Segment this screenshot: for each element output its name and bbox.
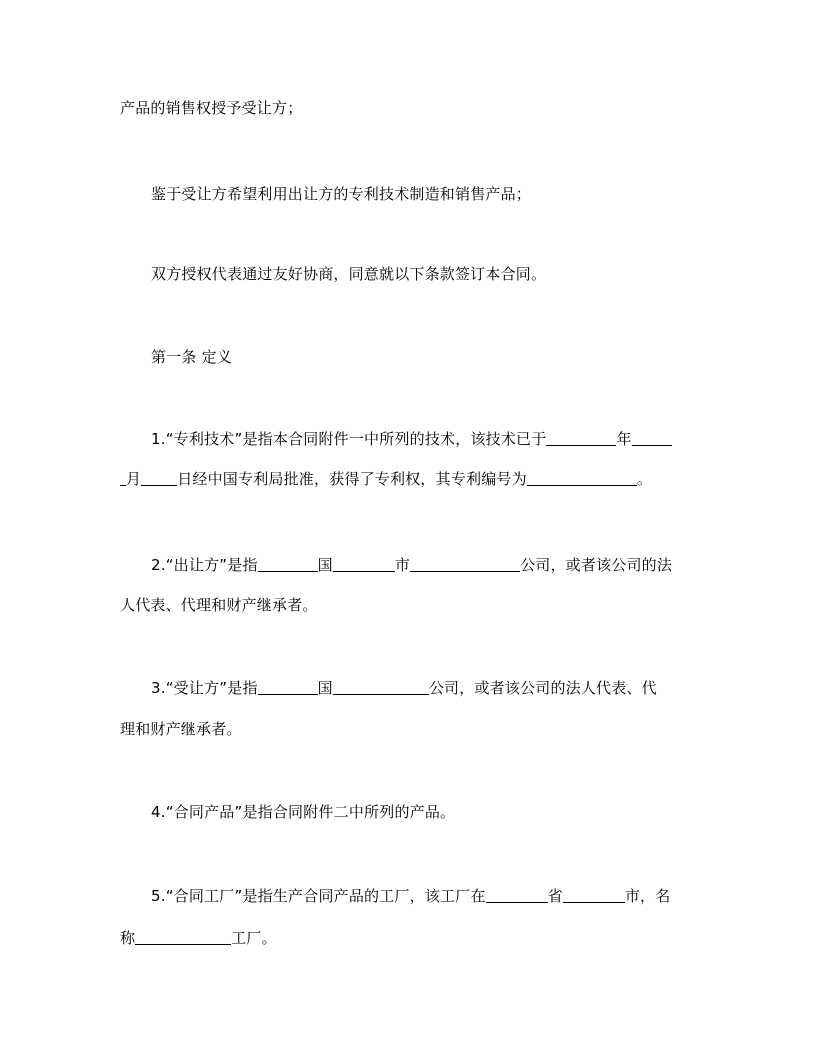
text: 国 [317,556,333,574]
text: 省 [547,887,563,905]
text: 市 [394,556,411,574]
blank-field[interactable] [141,470,177,486]
text: 工厂。 [231,929,277,947]
clause-4 [151,802,455,822]
text: 5.“合同工厂”是指生产合同产品的工厂，该工厂在 [151,887,486,905]
text: 第一条 定义 [151,348,232,366]
text: 年 [616,430,632,448]
blank-field[interactable] [546,430,616,446]
clause-1-line-1 [151,429,672,449]
text: 理和财产继承者。 [120,720,242,738]
text: 国 [317,679,333,697]
paragraph-whereas [151,184,531,204]
blank-field[interactable] [632,430,672,446]
text: 市，名 [624,887,671,905]
clause-1-line-2 [120,469,652,489]
blank-field[interactable] [486,887,548,903]
clause-2-line-1 [151,555,672,575]
clause-3-line-1 [151,678,657,698]
text: 2.“出让方”是指 [151,556,258,574]
text: 1.“专利技术”是指本合同附件一中所列的技术，该技术已于 [151,430,547,448]
blank-field[interactable] [258,679,318,695]
clause-5-line-1 [151,886,670,906]
text: 3.“受让方”是指 [151,679,258,697]
text: 公司，或者该公司的法人代表、代 [428,679,657,697]
text: 称 [120,929,136,947]
text: 双方授权代表通过友好协商，同意就以下条款签订本合同。 [151,265,547,283]
text: 鉴于受让方希望利用出让方的专利技术制造和销售产品； [151,185,532,203]
text: 公司，或者该公司的法 [520,556,673,574]
article-one-heading [151,347,232,367]
text: 4.“合同产品”是指合同附件二中所列的产品。 [151,803,456,821]
clause-5-line-2 [120,928,277,948]
paragraph-sales-right [120,98,302,118]
blank-field[interactable] [333,556,395,572]
blank-field[interactable] [135,929,231,945]
paragraph-agreement [151,264,546,284]
blank-field[interactable] [333,679,429,695]
blank-field[interactable] [410,556,520,572]
text: 。 [636,470,653,488]
text: 日经中国专利局批准，获得了专利权，其专利编号为 [177,470,527,488]
clause-3-line-2 [120,719,242,739]
blank-field[interactable] [563,887,625,903]
text: 产品的销售权授予受让方； [120,99,303,117]
blank-field[interactable] [527,470,637,486]
clause-2-line-2 [120,595,318,615]
blank-field[interactable] [258,556,318,572]
text: 人代表、代理和财产继承者。 [120,596,318,614]
text: 月 [126,470,142,488]
